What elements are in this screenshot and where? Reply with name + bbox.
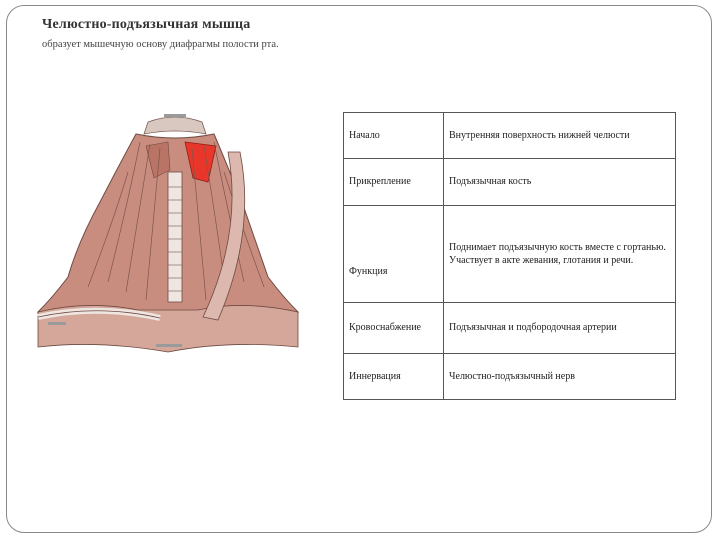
row-label: Функция — [344, 206, 444, 303]
slide-title: Челюстно-подъязычная мышца — [42, 17, 251, 32]
muscle-info-table — [343, 112, 676, 400]
chin — [144, 117, 206, 134]
row-value: Подъязычная кость — [444, 159, 676, 206]
row-label: Прикрепление — [344, 159, 444, 206]
slide-subtitle: образует мышечную основу диафрагмы полости рта. — [42, 39, 279, 50]
row-label: Иннервация — [344, 354, 444, 400]
table-row — [344, 113, 676, 159]
table-row — [344, 303, 676, 354]
table-row — [344, 159, 676, 206]
row-label: Кровоснабжение — [344, 303, 444, 354]
row-value: Поднимает подъязычную кость вместе с гортанью. Участвует в акте жевания, глотания и речи. — [444, 206, 676, 303]
row-label: Начало — [344, 113, 444, 159]
neck-muscles-illustration — [28, 112, 303, 362]
row-value: Челюстно-подъязычный нерв — [444, 354, 676, 400]
table-row — [344, 354, 676, 400]
row-value: Подъязычная и подбородочная артерии — [444, 303, 676, 354]
table-row — [344, 206, 676, 303]
row-value: Внутренняя поверхность нижней челюсти — [444, 113, 676, 159]
